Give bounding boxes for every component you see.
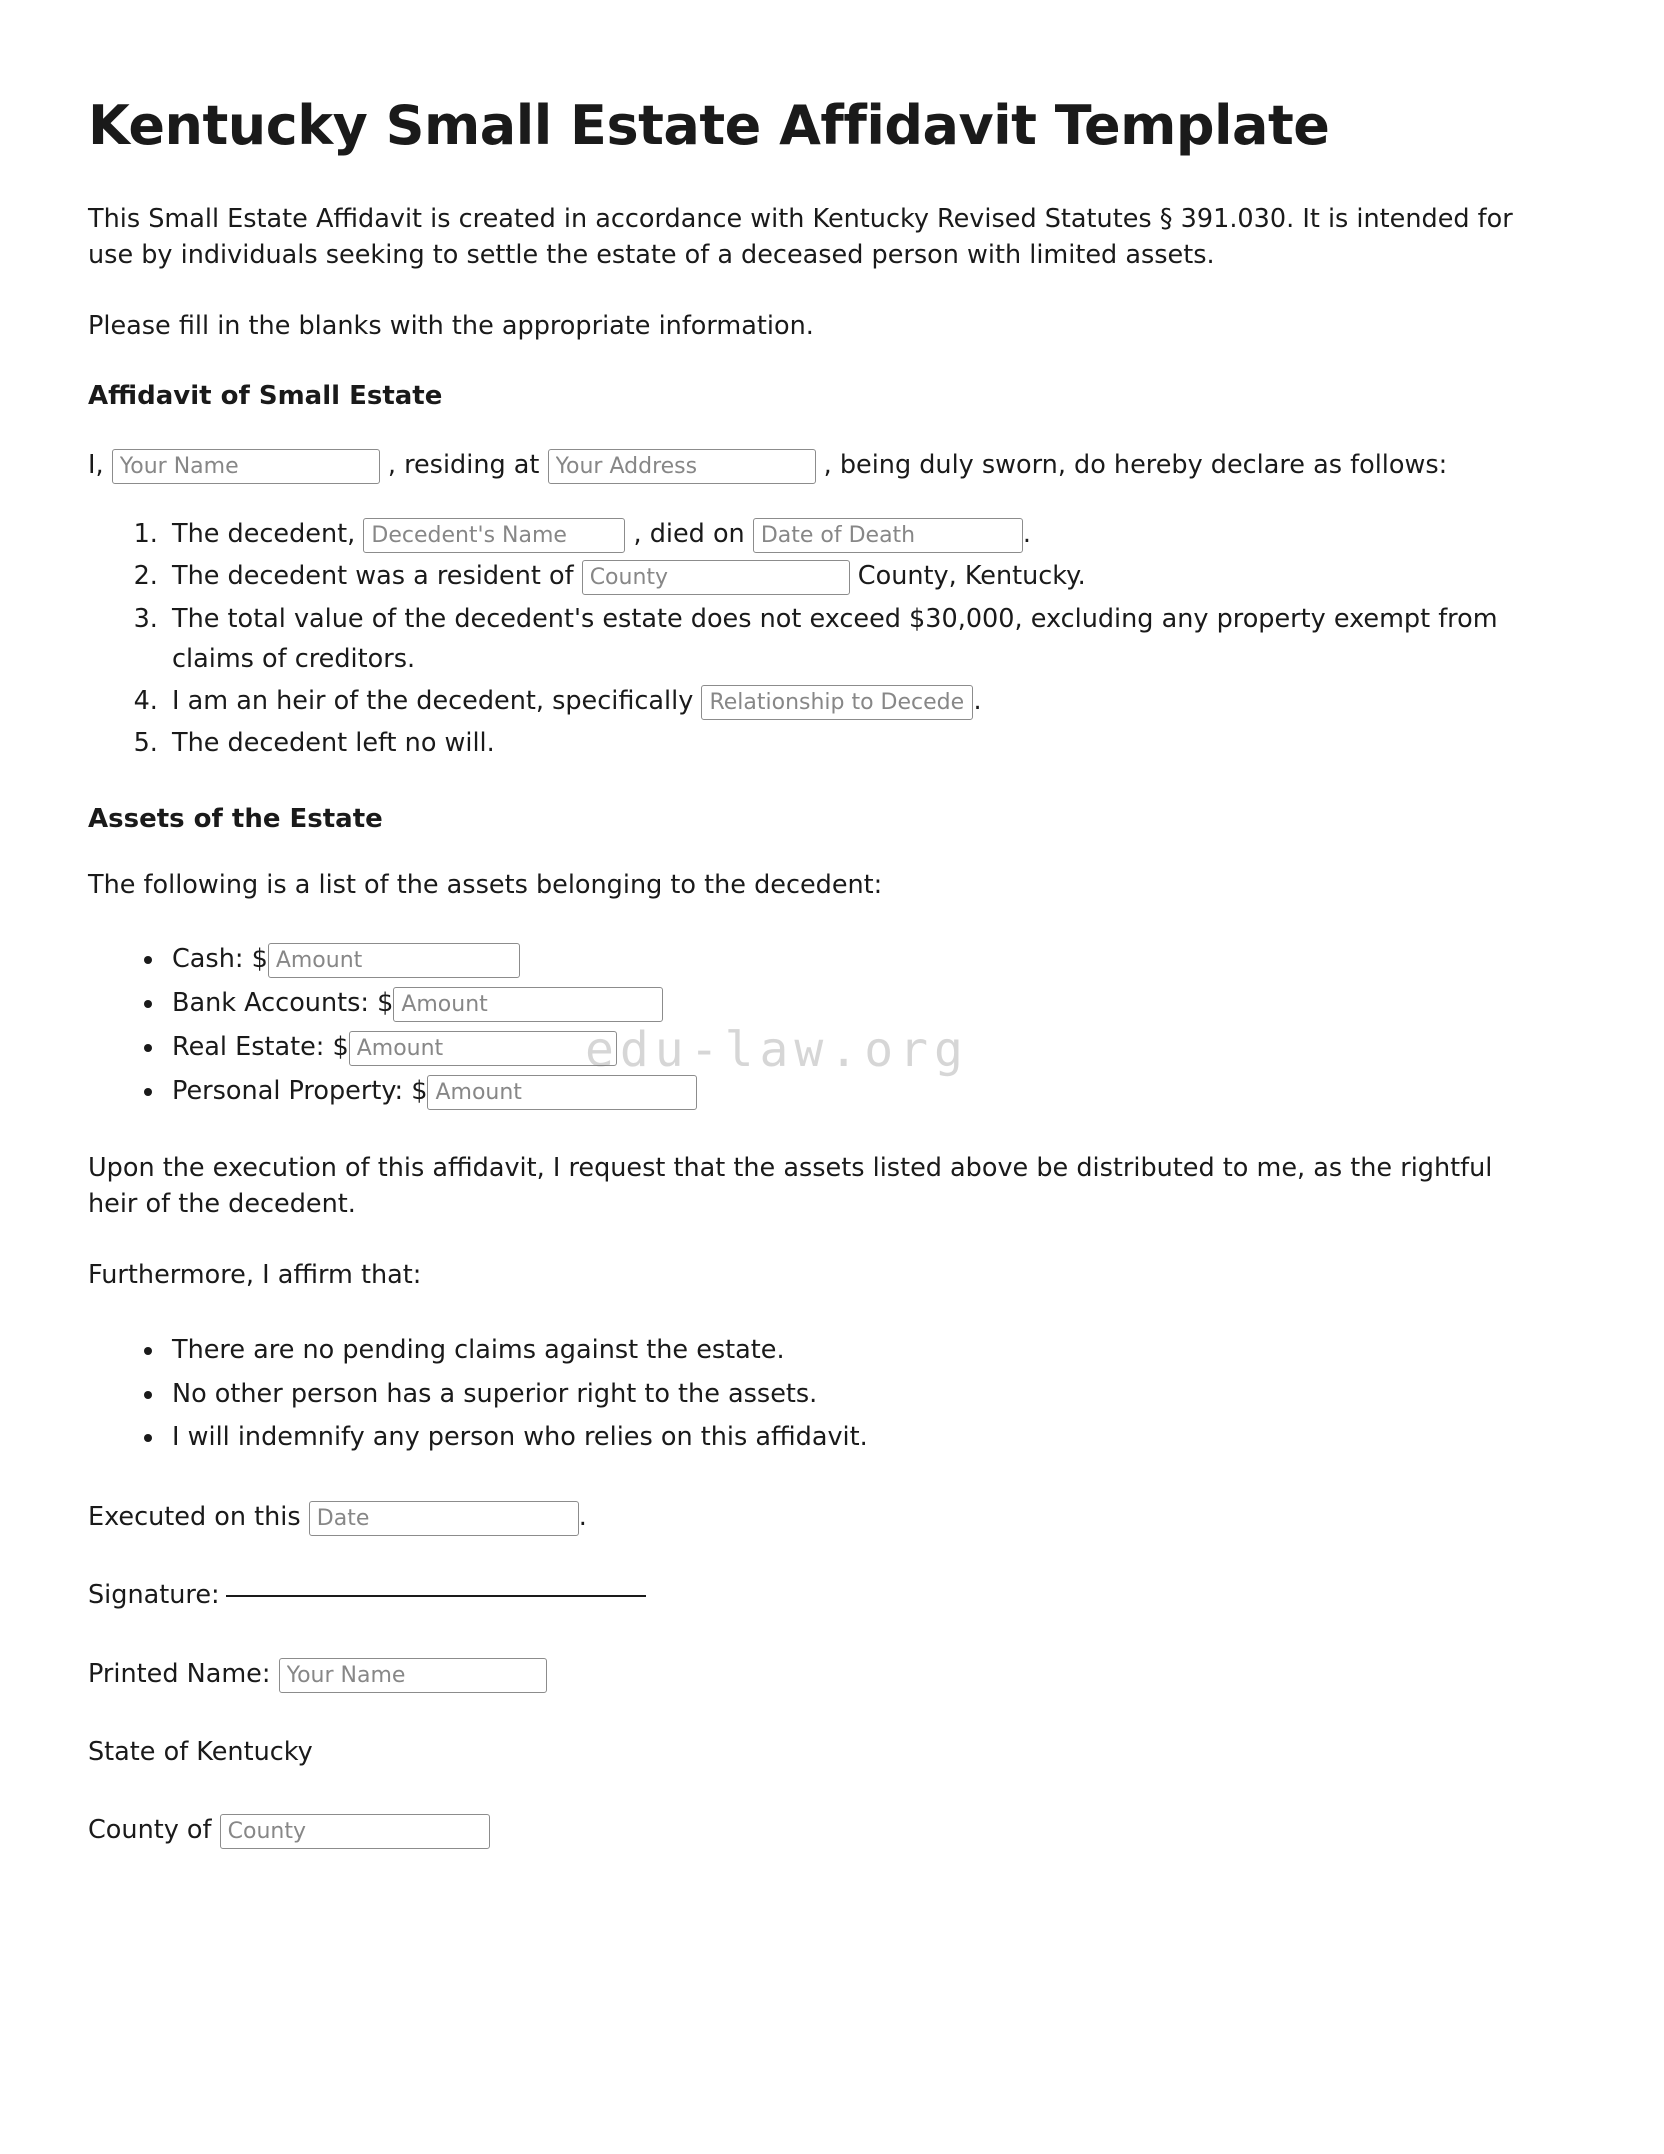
- list-item-estate-value: 3. The total value of the decedent's estate does not exceed $30,000, excluding any property exempt from claims of creditors.: [166, 599, 1554, 680]
- list-item-indemnify: • I will indemnify any person who relies on this affidavit.: [166, 1417, 1554, 1458]
- executed-suffix: .: [578, 1502, 587, 1533]
- county-of-label: County of: [88, 1815, 212, 1846]
- printed-name-line: [88, 1655, 1554, 1693]
- bank-accounts-label: Bank Accounts: $: [172, 988, 394, 1018]
- item4-prefix: I am an heir of the decedent, specifically: [172, 686, 694, 717]
- list-item-cash: [166, 939, 1554, 980]
- watermark: edu-law.org: [585, 1022, 969, 1078]
- printed-name-label: Printed Name:: [88, 1658, 271, 1689]
- item2-prefix: The decedent was a resident of: [172, 561, 574, 592]
- assets-list: [88, 939, 1554, 1111]
- execution-date-input[interactable]: [309, 1501, 579, 1536]
- executed-line: [88, 1498, 1554, 1536]
- residence-county-input[interactable]: [582, 560, 850, 595]
- signature-label: Signature:: [88, 1580, 220, 1611]
- list-item-personal-property: [166, 1071, 1554, 1112]
- declaration-prefix: I,: [88, 449, 104, 480]
- notary-county-input[interactable]: [220, 1814, 490, 1849]
- state-line: State of Kentucky: [88, 1736, 313, 1767]
- item4-suffix: .: [973, 686, 982, 717]
- cash-amount-input[interactable]: [268, 943, 520, 978]
- relationship-input[interactable]: [701, 685, 973, 720]
- your-name-input[interactable]: [112, 449, 380, 484]
- date-of-death-input[interactable]: [753, 518, 1023, 553]
- instruction-paragraph: Please fill in the blanks with the appropriate information.: [88, 311, 814, 342]
- list-item-no-claims: • There are no pending claims against the estate.: [166, 1330, 1554, 1371]
- item1-prefix: The decedent,: [172, 519, 356, 550]
- intro-paragraph: This Small Estate Affidavit is created in accordance with Kentucky Revised Statutes § 391.030. It is intended for use by individuals seeking to settle the estate of a deceased person with limited assets.: [88, 204, 1513, 270]
- bank-accounts-amount-input[interactable]: [393, 987, 663, 1022]
- list-item-heir: [166, 681, 1554, 721]
- closing-block: [88, 1498, 1554, 1849]
- assets-heading: Assets of the Estate: [88, 803, 383, 834]
- affidavit-heading: Affidavit of Small Estate: [88, 380, 443, 411]
- request-paragraph: Upon the execution of this affidavit, I request that the assets listed above be distributed to me, as the rightful heir of the decedent.: [88, 1153, 1493, 1219]
- item1-middle: , died on: [633, 519, 745, 550]
- list-item-real-estate: [166, 1027, 1554, 1068]
- affirm-intro: Furthermore, I affirm that:: [88, 1260, 422, 1291]
- declaration-statement: [88, 445, 1538, 486]
- personal-property-amount-input[interactable]: [427, 1075, 697, 1110]
- affirmations-list: [88, 1330, 1554, 1458]
- page-title: Kentucky Small Estate Affidavit Template: [88, 94, 1330, 157]
- item1-suffix: .: [1022, 519, 1031, 550]
- your-address-input[interactable]: [548, 449, 816, 484]
- declaration-middle: , residing at: [387, 449, 540, 480]
- printed-name-input[interactable]: [279, 1658, 547, 1693]
- affidavit-items-list: [88, 514, 1554, 764]
- real-estate-amount-input[interactable]: [349, 1031, 617, 1066]
- decedent-name-input[interactable]: [363, 518, 625, 553]
- item2-suffix: County, Kentucky.: [857, 561, 1086, 592]
- list-item-residence: [166, 556, 1554, 596]
- list-item-no-superior-right: • No other person has a superior right to the assets.: [166, 1374, 1554, 1415]
- cash-label: Cash: $: [172, 944, 268, 975]
- declaration-suffix: , being duly sworn, do hereby declare as follows:: [823, 449, 1448, 480]
- list-item-bank-accounts: [166, 983, 1554, 1024]
- list-item-no-will: 5. The decedent left no will.: [166, 723, 1554, 763]
- signature-line: [88, 1576, 1554, 1614]
- county-of-line: [88, 1811, 1554, 1849]
- real-estate-label: Real Estate: $: [172, 1031, 349, 1062]
- list-item-decedent-death: [166, 514, 1554, 554]
- signature-blank[interactable]: [226, 1594, 646, 1597]
- personal-property-label: Personal Property: $: [172, 1075, 428, 1106]
- executed-prefix: Executed on this: [88, 1502, 301, 1533]
- assets-intro: The following is a list of the assets belonging to the decedent:: [88, 869, 883, 900]
